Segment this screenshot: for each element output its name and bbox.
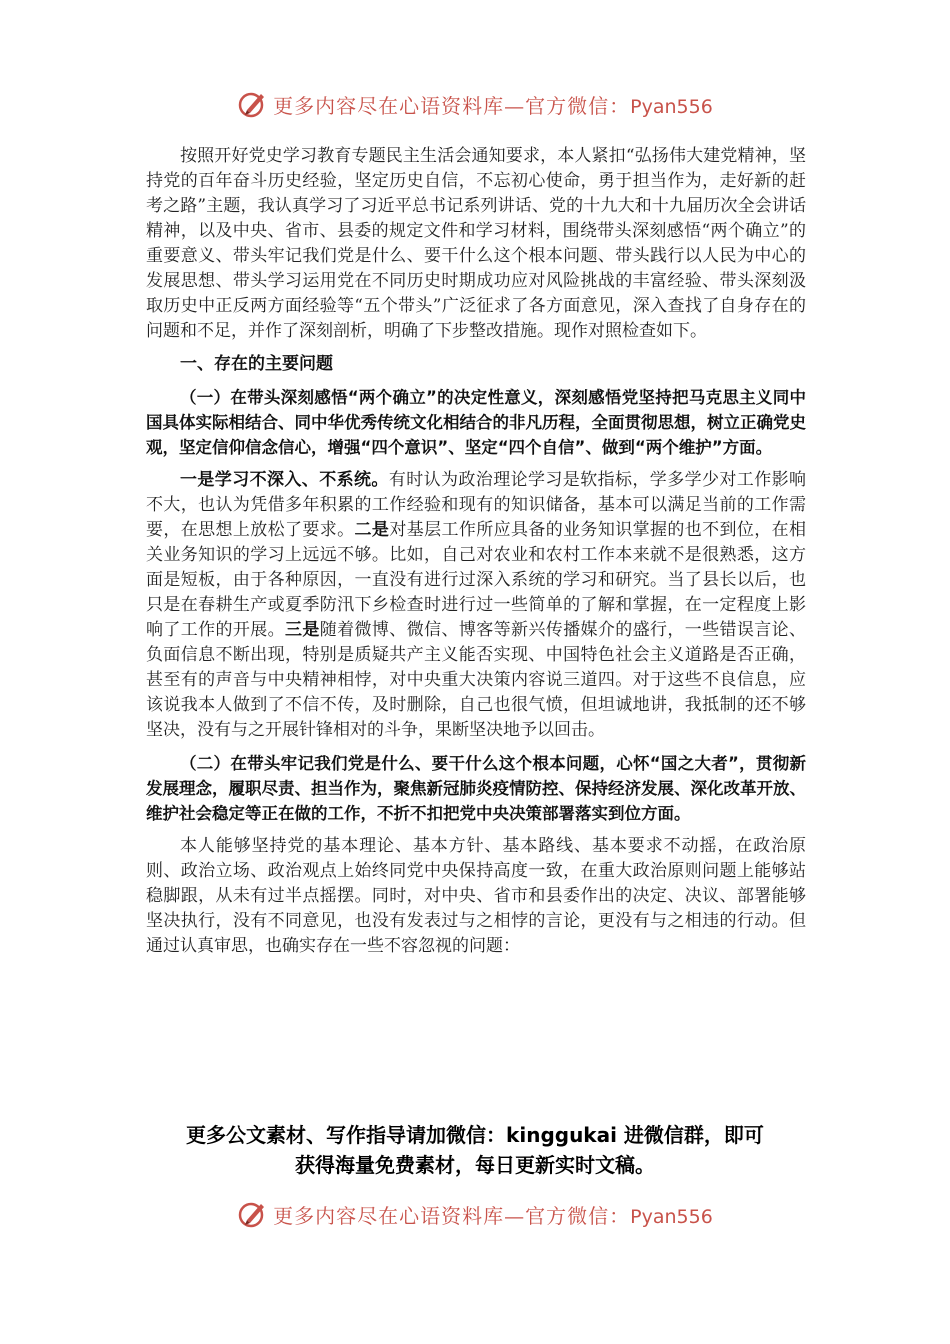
pen-logo-icon — [237, 1198, 269, 1230]
watermark-text — [273, 1200, 713, 1229]
section-heading: 一、存在的主要问题 — [180, 354, 333, 374]
watermark-header — [0, 84, 950, 124]
point-lead-2: 二是 — [354, 520, 390, 540]
point-text-3: 随着微博、微信、博客等新兴传播媒介的盛行，一些错误言论、负面信息不断出现，特别是质疑共产主义能否实现、中国特色社会主义道路是否正确，甚至有的声音与中央精神相悖，对中央重大决策内容说三道四。对于这些不良信息，应该说我本人做到了不信不传，及时删除，自己也很气愤，但坦诚地讲，我抵制的还不够坚决，没有与之开展针锋相对的斗争，果断坚决地予以回击。 — [146, 620, 807, 740]
intro-paragraph: 按照开好党史学习教育专题民主生活会通知要求，本人紧扣“弘扬伟大建党精神，坚持党的百年奋斗历史经验，坚定历史自信，不忘初心使命，勇于担当作为，走好新的赶考之路”主题，我认真学习了习近平总书记系列讲话、党的十九大和十九届历次全会讲话精神，以及中央、省市、县委的规定文件和学习材料，围绕带头深刻感悟“两个确立”的重要意义、带头牢记我们党是什么、要干什么这个根本问题、带头践行以人民为中心的发展思想、带头学习运用党在不同历史时期成功应对风险挑战的丰富经验、带头深刻汲取历史中正反两方面经验等“五个带头”广泛征求了各方面意见，深入查找了自身存在的问题和不足，并作了深刻剖析，明确了下步整改措施。现作对照检查如下。 — [146, 146, 806, 341]
point-text-2: 对基层工作所应具备的业务知识掌握的也不到位，在相关业务知识的学习上远远不够。比如，自己对农业和农村工作本来就不是很熟悉，这方面是短板，由于各种原因，一直没有进行过深入系统的学习和研究。当了县长以后，也只是在春耕生产或夏季防汛下乡检查时进行过一些简单的了解和掌握，在一定程度上影响了工作的开展。 — [146, 520, 807, 640]
promo-notice — [140, 1120, 810, 1180]
subsection-heading-2: （二）在带头牢记我们党是什么、要干什么这个根本问题，心怀“国之大者”，贯彻新发展理念，履职尽责、担当作为，聚焦新冠肺炎疫情防控、保持经济发展、深化改革开放、维护社会稳定等正在做的工作，不折不扣把党中央决策部署落实到位方面。 — [146, 754, 806, 823]
document-body — [146, 144, 806, 959]
point-lead-1: 一是学习不深入、不系统。 — [180, 470, 389, 490]
point-text-1: 有时认为政治理论学习是软指标，学多学少对工作影响不大，也认为凭借多年积累的工作经验和现有的知识储备，基本可以满足当前的工作需要，在思想上放松了要求。 — [146, 470, 807, 540]
promo-line-1: 更多公文素材、写作指导请加微信：kinggukai 进微信群，即可 — [186, 1123, 764, 1147]
watermark-wechat-id: Pyan556 — [630, 95, 713, 118]
subsection-heading-1: （一）在带头深刻感悟“两个确立”的决定性意义，深刻感悟党坚持把马克思主义同中国具体实际相结合、同中华优秀传统文化相结合的非凡历程，全面贯彻思想，树立正确党史观，坚定信仰信念信心，增强“四个意识”、坚定“四个自信”、做到“两个维护”方面。 — [146, 388, 806, 457]
watermark-label: 更多内容尽在心语资料库—官方微信： — [273, 93, 631, 118]
problem-paragraph-2: 本人能够坚持党的基本理论、基本方针、基本路线、基本要求不动摇，在政治原则、政治立场、政治观点上始终同党中央保持高度一致，在重大政治原则问题上能够站稳脚跟，从未有过半点摇摆。同时，对中央、省市和县委作出的决定、决议、部署能够坚决执行，没有不同意见，也没有发表过与之相悖的言论，更没有与之相违的行动。但通过认真审思，也确实存在一些不容忽视的问题： — [146, 836, 806, 956]
watermark-label: 更多内容尽在心语资料库—官方微信： — [273, 1203, 631, 1228]
problem-paragraph-1 — [146, 468, 806, 743]
pen-logo-icon — [237, 88, 269, 120]
watermark-footer — [0, 1194, 950, 1234]
point-lead-3: 三是 — [285, 620, 320, 640]
promo-line-2: 获得海量免费素材，每日更新实时文稿。 — [295, 1153, 655, 1177]
watermark-text — [273, 90, 713, 119]
watermark-wechat-id: Pyan556 — [630, 1205, 713, 1228]
